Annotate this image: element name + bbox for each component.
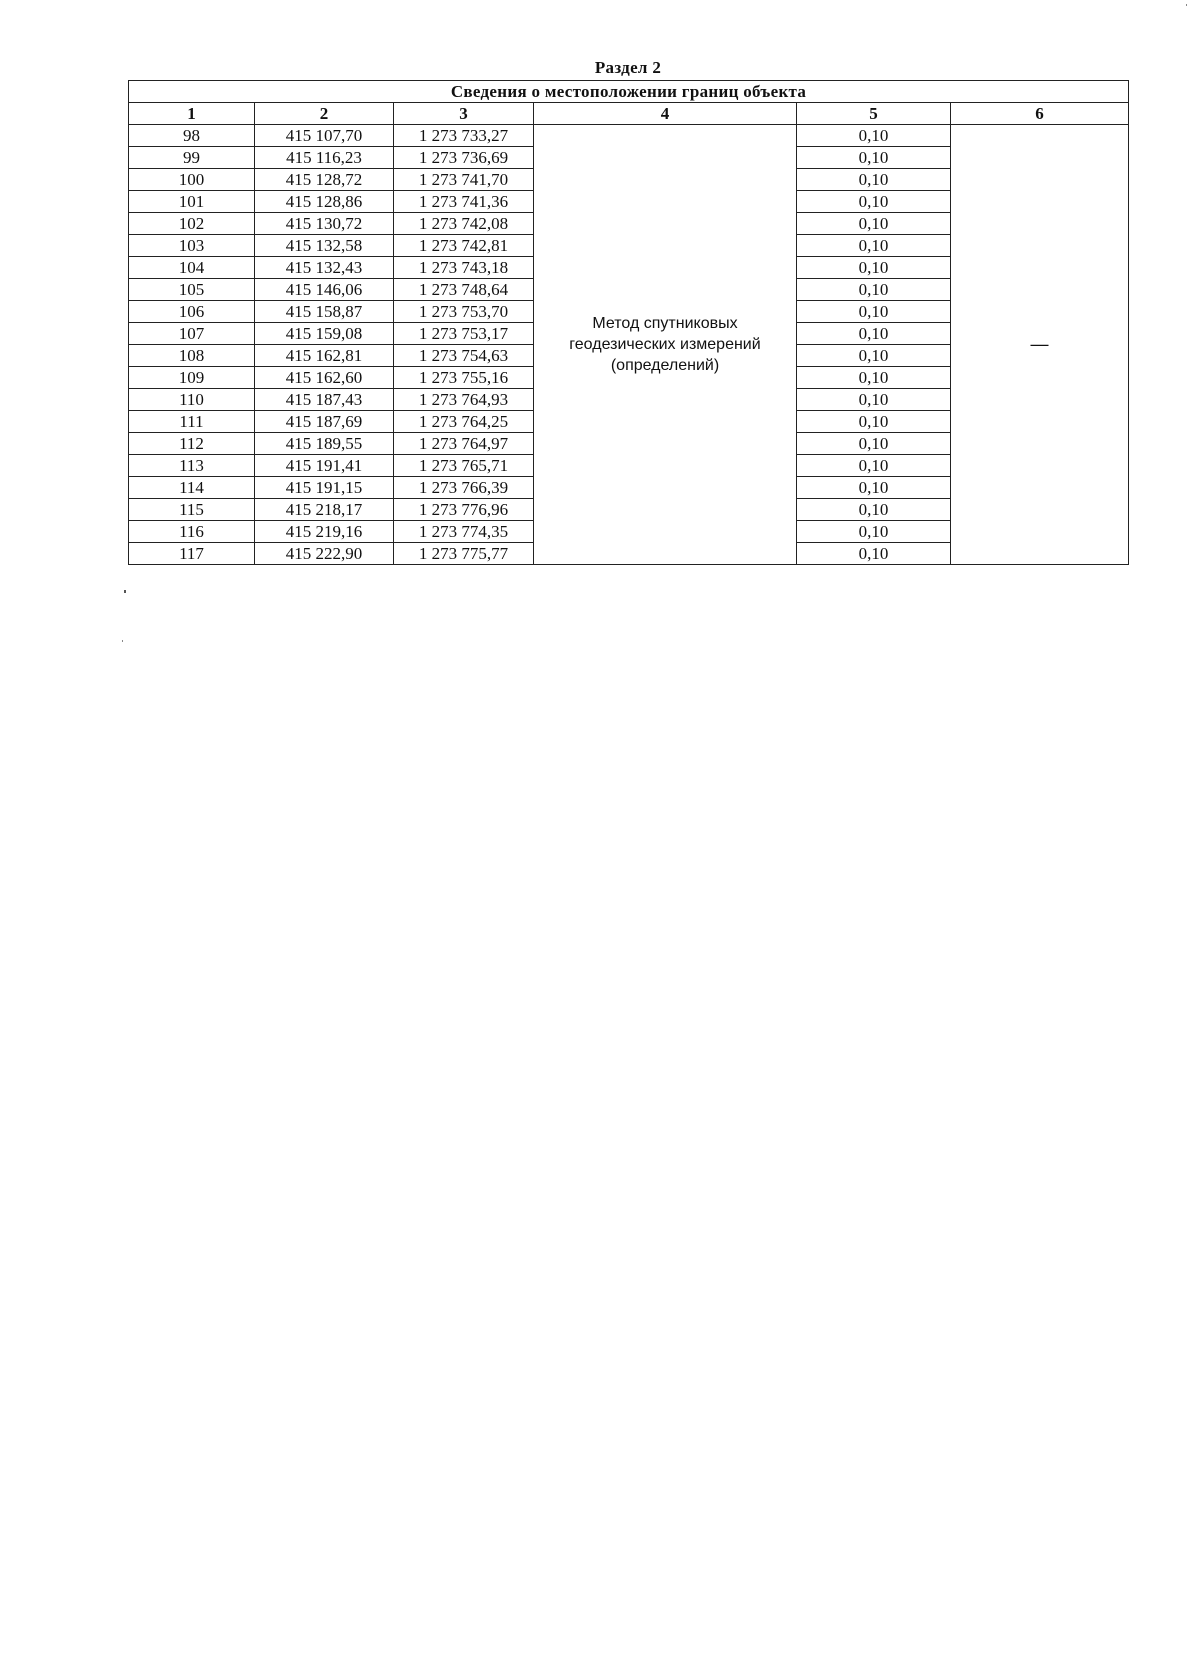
point-number-cell: 102 [129,213,255,235]
precision-cell: 0,10 [797,433,951,455]
coordinate-x-cell: 415 191,15 [255,477,394,499]
point-number-cell: 114 [129,477,255,499]
coordinate-x-cell: 415 219,16 [255,521,394,543]
precision-cell: 0,10 [797,367,951,389]
method-text-line: (определений) [610,357,720,374]
coordinate-y-cell: 1 273 766,39 [394,477,534,499]
coordinate-x-cell: 415 162,81 [255,345,394,367]
point-number-cell: 110 [129,389,255,411]
coordinate-x-cell: 415 116,23 [255,147,394,169]
scan-speck [1186,4,1187,6]
coordinate-x-cell: 415 218,17 [255,499,394,521]
boundary-table [128,80,1129,565]
coordinate-y-cell: 1 273 748,64 [394,279,534,301]
coordinate-y-cell: 1 273 753,17 [394,323,534,345]
coordinate-y-cell: 1 273 774,35 [394,521,534,543]
point-number-cell: 99 [129,147,255,169]
precision-cell: 0,10 [797,411,951,433]
coordinate-x-cell: 415 132,43 [255,257,394,279]
precision-cell: 0,10 [797,477,951,499]
point-number-cell: 106 [129,301,255,323]
section-title: Раздел 2 [594,58,662,77]
coordinate-x-cell: 415 222,90 [255,543,394,565]
coordinate-x-cell: 415 146,06 [255,279,394,301]
precision-cell: 0,10 [797,257,951,279]
column-header: 1 [129,103,255,125]
table-body [129,125,1129,565]
coordinate-x-cell: 415 158,87 [255,301,394,323]
coordinate-y-cell: 1 273 741,70 [394,169,534,191]
point-number-cell: 116 [129,521,255,543]
column-header: 2 [255,103,394,125]
precision-cell: 0,10 [797,147,951,169]
precision-cell: 0,10 [797,455,951,477]
point-number-cell: 113 [129,455,255,477]
coordinate-y-cell: 1 273 733,27 [394,125,534,147]
column-header: 6 [951,103,1129,125]
coordinate-y-cell: 1 273 736,69 [394,147,534,169]
coordinate-y-cell: 1 273 754,63 [394,345,534,367]
coordinate-x-cell: 415 107,70 [255,125,394,147]
coordinate-x-cell: 415 132,58 [255,235,394,257]
precision-cell: 0,10 [797,191,951,213]
coordinate-y-cell: 1 273 775,77 [394,543,534,565]
precision-cell: 0,10 [797,125,951,147]
precision-cell: 0,10 [797,521,951,543]
coordinate-x-cell: 415 162,60 [255,367,394,389]
coordinate-y-cell: 1 273 742,81 [394,235,534,257]
precision-cell: 0,10 [797,543,951,565]
coordinate-y-cell: 1 273 764,25 [394,411,534,433]
point-number-cell: 100 [129,169,255,191]
point-number-cell: 111 [129,411,255,433]
precision-cell: 0,10 [797,301,951,323]
coordinate-y-cell: 1 273 753,70 [394,301,534,323]
column6-cell: — [951,125,1129,565]
coordinate-x-cell: 415 128,86 [255,191,394,213]
column-header: 5 [797,103,951,125]
coordinate-y-cell: 1 273 743,18 [394,257,534,279]
precision-cell: 0,10 [797,323,951,345]
coordinate-y-cell: 1 273 764,97 [394,433,534,455]
precision-cell: 0,10 [797,279,951,301]
coordinate-y-cell: 1 273 765,71 [394,455,534,477]
coordinate-y-cell: 1 273 741,36 [394,191,534,213]
table-caption-row [129,81,1129,103]
precision-cell: 0,10 [797,235,951,257]
coordinate-x-cell: 415 187,43 [255,389,394,411]
point-number-cell: 107 [129,323,255,345]
method-cell [534,125,797,565]
coordinate-y-cell: 1 273 764,93 [394,389,534,411]
point-number-cell: 101 [129,191,255,213]
coordinate-x-cell: 415 187,69 [255,411,394,433]
coordinate-x-cell: 415 130,72 [255,213,394,235]
column-header-row [129,103,1129,125]
precision-cell: 0,10 [797,213,951,235]
precision-cell: 0,10 [797,345,951,367]
point-number-cell: 109 [129,367,255,389]
point-number-cell: 112 [129,433,255,455]
coordinate-x-cell: 415 128,72 [255,169,394,191]
scan-speck [122,640,123,642]
point-number-cell: 104 [129,257,255,279]
precision-cell: 0,10 [797,499,951,521]
precision-cell: 0,10 [797,389,951,411]
scan-speck [124,590,126,593]
method-text-line: Метод спутниковых [592,315,738,332]
coordinate-x-cell: 415 189,55 [255,433,394,455]
precision-cell: 0,10 [797,169,951,191]
point-number-cell: 98 [129,125,255,147]
method-text-line: геодезических измерений [569,336,761,353]
coordinate-x-cell: 415 191,41 [255,455,394,477]
table-row [129,125,1129,147]
coordinate-x-cell: 415 159,08 [255,323,394,345]
coordinate-y-cell: 1 273 742,08 [394,213,534,235]
point-number-cell: 108 [129,345,255,367]
table-caption: Сведения о местоположении границ объекта [129,81,1129,103]
column-header: 4 [534,103,797,125]
coordinate-y-cell: 1 273 776,96 [394,499,534,521]
point-number-cell: 103 [129,235,255,257]
column-header: 3 [394,103,534,125]
point-number-cell: 105 [129,279,255,301]
point-number-cell: 117 [129,543,255,565]
coordinate-y-cell: 1 273 755,16 [394,367,534,389]
point-number-cell: 115 [129,499,255,521]
